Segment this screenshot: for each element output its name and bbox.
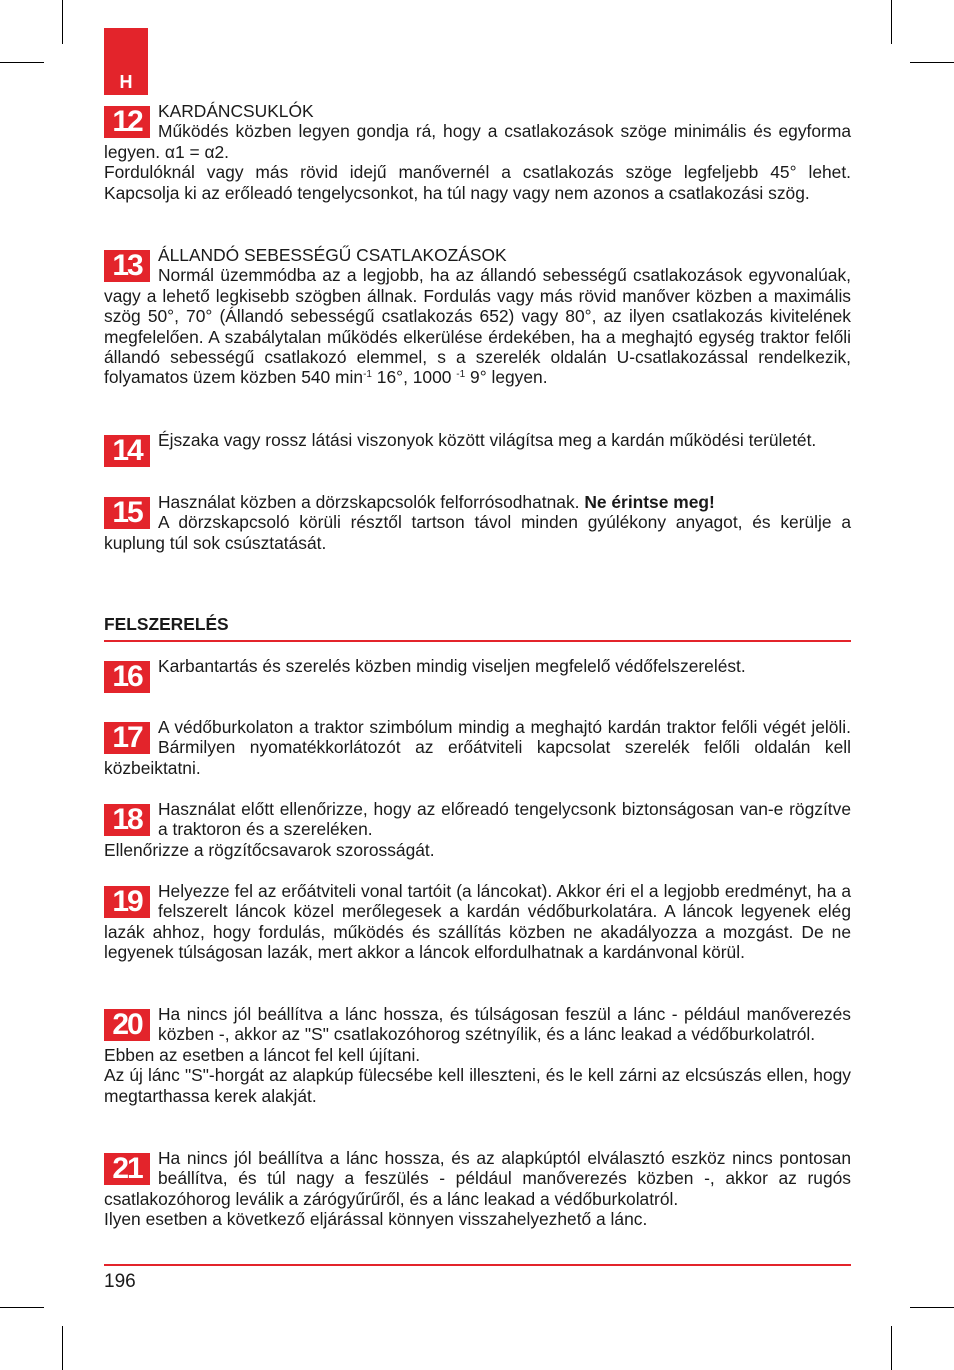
section-text: Fordulóknál vagy más rövid idejű manővernél a csatlakozás szöge legfeljebb 45° lehet. Kapcsolja ki az erőleadó tengelycsonkot, ha túl nagy vagy nem azonos a csatlakozási szög.	[104, 162, 851, 203]
section-text: 16°, 1000	[371, 367, 457, 388]
section-number: 19	[104, 886, 150, 918]
section-number: 20	[104, 1009, 150, 1041]
section-text: Karbantartás és szerelés közben mindig viseljen megfelelő védőfelszerelést.	[158, 656, 746, 676]
section-text: Ebben az esetben a láncot fel kell újítani.	[104, 1044, 421, 1065]
section-text: Ilyen esetben a következő eljárással könnyen visszahelyezhető a lánc.	[104, 1209, 648, 1230]
section-16	[104, 656, 851, 693]
superscript: -1	[363, 369, 372, 381]
page-number: 196	[104, 1271, 136, 1292]
section-17	[104, 717, 851, 778]
section-number: 15	[104, 497, 150, 529]
section-number: 16	[104, 661, 150, 693]
section-14	[104, 430, 851, 467]
language-tab-label: H	[119, 72, 133, 92]
section-text: Éjszaka vagy rossz látási viszonyok között világítsa meg a kardán működési területét.	[158, 430, 817, 450]
superscript: -1	[456, 369, 466, 381]
section-19	[104, 881, 851, 963]
crop-mark	[0, 62, 44, 63]
section-text: Használat közben a dörzskapcsolók felforrósodhatnak.	[158, 492, 585, 512]
section-number: 14	[104, 435, 150, 467]
section-20	[104, 1004, 851, 1106]
crop-mark	[62, 0, 63, 44]
section-number: 12	[104, 106, 150, 138]
crop-mark	[910, 1307, 954, 1308]
section-13	[104, 245, 851, 388]
section-title: ÁLLANDÓ SEBESSÉGŰ CSATLAKOZÁSOK	[158, 245, 507, 265]
crop-mark	[891, 0, 892, 44]
language-tab	[104, 28, 148, 95]
crop-mark	[0, 1307, 44, 1308]
section-number: 17	[104, 722, 150, 754]
section-text: Ellenőrizze a rögzítőcsavarok szorosságát.	[104, 839, 435, 860]
section-heading: FELSZERELÉS	[104, 612, 851, 642]
section-12	[104, 101, 851, 203]
section-text: Ha nincs jól beállítva a lánc hossza, és túlságosan feszül a lánc - például manőverezés közben -, akkor az "S" csatlakozóhorog szétnyílik, és a lánc leakad a védőburkolatról.	[158, 1004, 851, 1045]
crop-mark	[62, 1326, 63, 1370]
section-text: A dörzskapcsoló körüli résztől tartson távol minden gyúlékony anyagot, és kerülje a kuplung túl sok csúsztatását.	[104, 512, 851, 553]
section-title: KARDÁNCSUKLÓK	[158, 101, 314, 121]
section-text: Ha nincs jól beállítva a lánc hossza, és az alapkúptól elválasztó eszköz nincs pontosan beállítva, és túl nagy a feszülés - például manőverezés közben -, akkor az rugós csatlakozóhorog leválik a zárógyűrűről, és a lánc leakad a védőburkolatról.	[104, 1148, 851, 1209]
section-text: Az új lánc "S"-horgát az alapkúp fülecsébe kell illeszteni, és le kell zárni az elcsúszás ellen, hogy megtarthassa kerek alakját.	[104, 1065, 851, 1106]
section-text: 9° legyen.	[465, 367, 548, 388]
section-number: 18	[104, 804, 150, 836]
crop-mark	[891, 1326, 892, 1370]
section-text: A védőburkolaton a traktor szimbólum mindig a meghajtó kardán traktor felőli végét jelöli. Bármilyen nyomatékkorlátozót az erőátviteli kapcsolat szerelék felőli oldalán kell közbeiktatni.	[104, 717, 851, 778]
section-21	[104, 1148, 851, 1230]
crop-mark	[910, 62, 954, 63]
section-text: Működés közben legyen gondja rá, hogy a csatlakozások szöge minimális és egyforma legyen. α1 = α2.	[104, 121, 851, 162]
section-text: Helyezze fel az erőátviteli vonal tartóit (a láncokat). Akkor éri el a legjobb eredményt, ha a felszerelt láncok közel merőlegesek a kardán védőburkolatára. A láncok legyenek elég lazák ahhoz, hogy fordulás, működés és szállítás közben ne akadályozza a mozgást. De ne legyenek túlságosan lazák, mert akkor a láncok elfordulhatnak a kardánvonal körül.	[104, 881, 851, 963]
section-text: Normál üzemmódba az a legjobb, ha az állandó sebességű csatlakozások egyvonalúak, vagy a lehető legkisebb szögben állnak. Fordulás vagy más rövid manőver közben a maximális szög 50°, 70° (Állandó sebességű csatlakozás 652) vagy 80°, az ilyen csatlakozás kivitelének megfelelően. A szabálytalan működés elkerülése érdekében, ha a meghajtó egység traktor felőli állandó sebességű csatlakozó elemmel, s a szerelék oldalán U-csatlakozással rendelkezik, folyamatos üzem közben 540 min	[104, 265, 851, 388]
section-number: 21	[104, 1153, 150, 1185]
section-15	[104, 492, 851, 553]
warning-text: Ne érintse meg!	[584, 492, 715, 512]
section-text: Használat előtt ellenőrizze, hogy az előreadó tengelycsonk biztonságosan van-e rögzítve a traktoron és a szereléken.	[158, 799, 851, 840]
section-18	[104, 799, 851, 860]
section-number: 13	[104, 250, 150, 282]
footer-rule	[104, 1264, 851, 1266]
